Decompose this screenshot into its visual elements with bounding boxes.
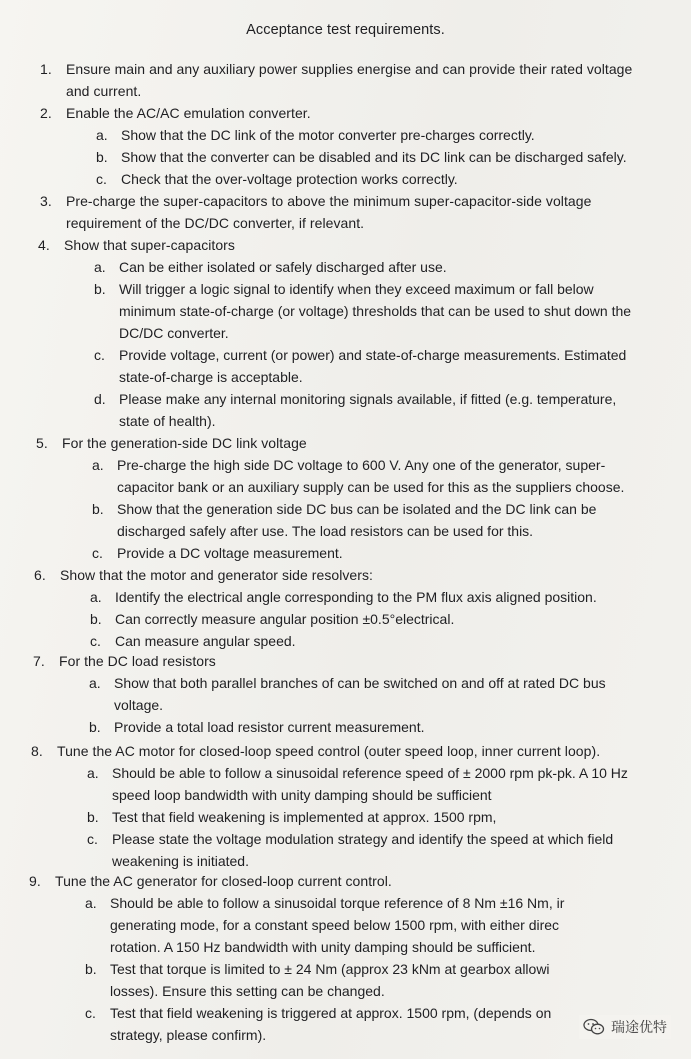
sub-item-text-line: Can be either isolated or safely discharged after use. bbox=[119, 259, 447, 275]
item-number: 3. bbox=[40, 193, 52, 209]
sub-item-text-line: Test that field weakening is triggered at approx. 1500 rpm, (depends on bbox=[110, 1005, 552, 1021]
sub-item-text-line: Can measure angular speed. bbox=[115, 633, 296, 649]
item-text-line: For the generation-side DC link voltage bbox=[62, 435, 307, 451]
sub-item-text-line: DC/DC converter. bbox=[119, 325, 229, 341]
sub-item-label: b. bbox=[89, 719, 101, 735]
sub-item-label: d. bbox=[94, 391, 106, 407]
sub-item-text-line: strategy, please confirm). bbox=[110, 1027, 267, 1043]
item-text-line: For the DC load resistors bbox=[59, 653, 216, 669]
sub-item-text-line: Provide voltage, current (or power) and state-of-charge measurements. Estimated bbox=[119, 347, 627, 363]
item-number: 4. bbox=[38, 237, 50, 253]
sub-item-text-line: Identify the electrical angle corresponding to the PM flux axis aligned position. bbox=[115, 589, 597, 605]
sub-item-text-line: state-of-charge is acceptable. bbox=[119, 369, 303, 385]
item-number: 1. bbox=[40, 61, 52, 77]
wechat-icon bbox=[583, 1018, 605, 1036]
sub-item-label: a. bbox=[85, 895, 97, 911]
sub-item-text-line: losses). Ensure this setting can be changed. bbox=[110, 983, 385, 999]
item-number: 6. bbox=[34, 567, 46, 583]
sub-item-text-line: generating mode, for a constant speed below 1500 rpm, with either direc bbox=[110, 917, 560, 933]
sub-item-label: b. bbox=[92, 501, 104, 517]
sub-item-text-line: Please state the voltage modulation strategy and identify the speed at which field bbox=[112, 831, 614, 847]
watermark-text: 瑞途优特 bbox=[611, 1019, 667, 1035]
sub-item-text-line: Can correctly measure angular position ±0.5°electrical. bbox=[115, 611, 455, 627]
sub-item-text-line: Check that the over-voltage protection works correctly. bbox=[121, 171, 458, 187]
sub-item-label: a. bbox=[92, 457, 104, 473]
sub-item-text-line: discharged safely after use. The load resistors can be used for this. bbox=[117, 523, 534, 539]
sub-item-text-line: Show that the DC link of the motor converter pre-charges correctly. bbox=[121, 127, 535, 143]
sub-item-label: a. bbox=[94, 259, 106, 275]
item-text-line: Tune the AC generator for closed-loop current control. bbox=[55, 873, 392, 889]
sub-item-label: c. bbox=[87, 831, 98, 847]
sub-item-text-line: Show that the converter can be disabled and its DC link can be discharged safely. bbox=[121, 149, 627, 165]
item-number: 7. bbox=[33, 653, 45, 669]
sub-item-label: c. bbox=[85, 1005, 96, 1021]
sub-item-label: a. bbox=[96, 127, 108, 143]
sub-item-text-line: Provide a total load resistor current measurement. bbox=[114, 719, 425, 735]
sub-item-text-line: Test that torque is limited to ± 24 Nm (approx 23 kNm at gearbox allowi bbox=[110, 961, 550, 977]
sub-item-text-line: Provide a DC voltage measurement. bbox=[117, 545, 343, 561]
sub-item-label: b. bbox=[96, 149, 108, 165]
sub-item-text-line: minimum state-of-charge (or voltage) thresholds that can be used to shut down the bbox=[119, 303, 632, 319]
sub-item-text-line: rotation. A 150 Hz bandwidth with unity damping should be sufficient. bbox=[110, 939, 536, 955]
sub-item-text-line: Should be able to follow a sinusoidal torque reference of 8 Nm ±16 Nm, ir bbox=[110, 895, 565, 911]
sub-item-text-line: Pre-charge the high side DC voltage to 600 V. Any one of the generator, super- bbox=[117, 457, 606, 473]
item-text-line: and current. bbox=[66, 83, 142, 99]
sub-item-label: b. bbox=[87, 809, 99, 825]
item-text-line: requirement of the DC/DC converter, if relevant. bbox=[66, 215, 365, 231]
item-text-line: Tune the AC motor for closed-loop speed control (outer speed loop, inner current loop). bbox=[57, 743, 601, 759]
item-text-line: Show that super-capacitors bbox=[64, 237, 235, 253]
sub-item-label: c. bbox=[94, 347, 105, 363]
item-number: 5. bbox=[36, 435, 48, 451]
item-text-line: Enable the AC/AC emulation converter. bbox=[66, 105, 311, 121]
sub-item-label: a. bbox=[87, 765, 99, 781]
item-text-line: Ensure main and any auxiliary power supplies energise and can provide their rated voltage bbox=[66, 61, 633, 77]
sub-item-text-line: Please make any internal monitoring signals available, if fitted (e.g. temperature, bbox=[119, 391, 617, 407]
sub-item-text-line: voltage. bbox=[114, 697, 164, 713]
sub-item-text-line: state of health). bbox=[119, 413, 216, 429]
sub-item-label: c. bbox=[96, 171, 107, 187]
sub-item-text-line: Will trigger a logic signal to identify when they exceed maximum or fall below bbox=[119, 281, 594, 297]
sub-item-label: c. bbox=[92, 545, 103, 561]
item-number: 8. bbox=[31, 743, 43, 759]
sub-item-text-line: speed loop bandwidth with unity damping should be sufficient bbox=[112, 787, 492, 803]
item-number: 2. bbox=[40, 105, 52, 121]
sub-item-label: b. bbox=[90, 611, 102, 627]
sub-item-text-line: Show that the generation side DC bus can be isolated and the DC link can be bbox=[117, 501, 597, 517]
sub-item-label: b. bbox=[94, 281, 106, 297]
sub-item-label: c. bbox=[90, 633, 101, 649]
watermark bbox=[579, 1015, 671, 1039]
sub-item-text-line: Should be able to follow a sinusoidal reference speed of ± 2000 rpm pk-pk. A 10 Hz bbox=[112, 765, 628, 781]
item-text-line: Pre-charge the super-capacitors to above the minimum super-capacitor-side voltage bbox=[66, 193, 592, 209]
sub-item-text-line: weakening is initiated. bbox=[112, 853, 249, 869]
item-text-line: Show that the motor and generator side resolvers: bbox=[60, 567, 373, 583]
sub-item-label: a. bbox=[90, 589, 102, 605]
sub-item-label: a. bbox=[89, 675, 101, 691]
sub-item-text-line: Show that both parallel branches of can be switched on and off at rated DC bus bbox=[114, 675, 606, 691]
sub-item-label: b. bbox=[85, 961, 97, 977]
sub-item-text-line: capacitor bank or an auxiliary supply can be used for this as the suppliers choose. bbox=[117, 479, 625, 495]
item-number: 9. bbox=[29, 873, 41, 889]
sub-item-text-line: Test that field weakening is implemented at approx. 1500 rpm, bbox=[112, 809, 497, 825]
document-title: Acceptance test requirements. bbox=[246, 22, 445, 38]
